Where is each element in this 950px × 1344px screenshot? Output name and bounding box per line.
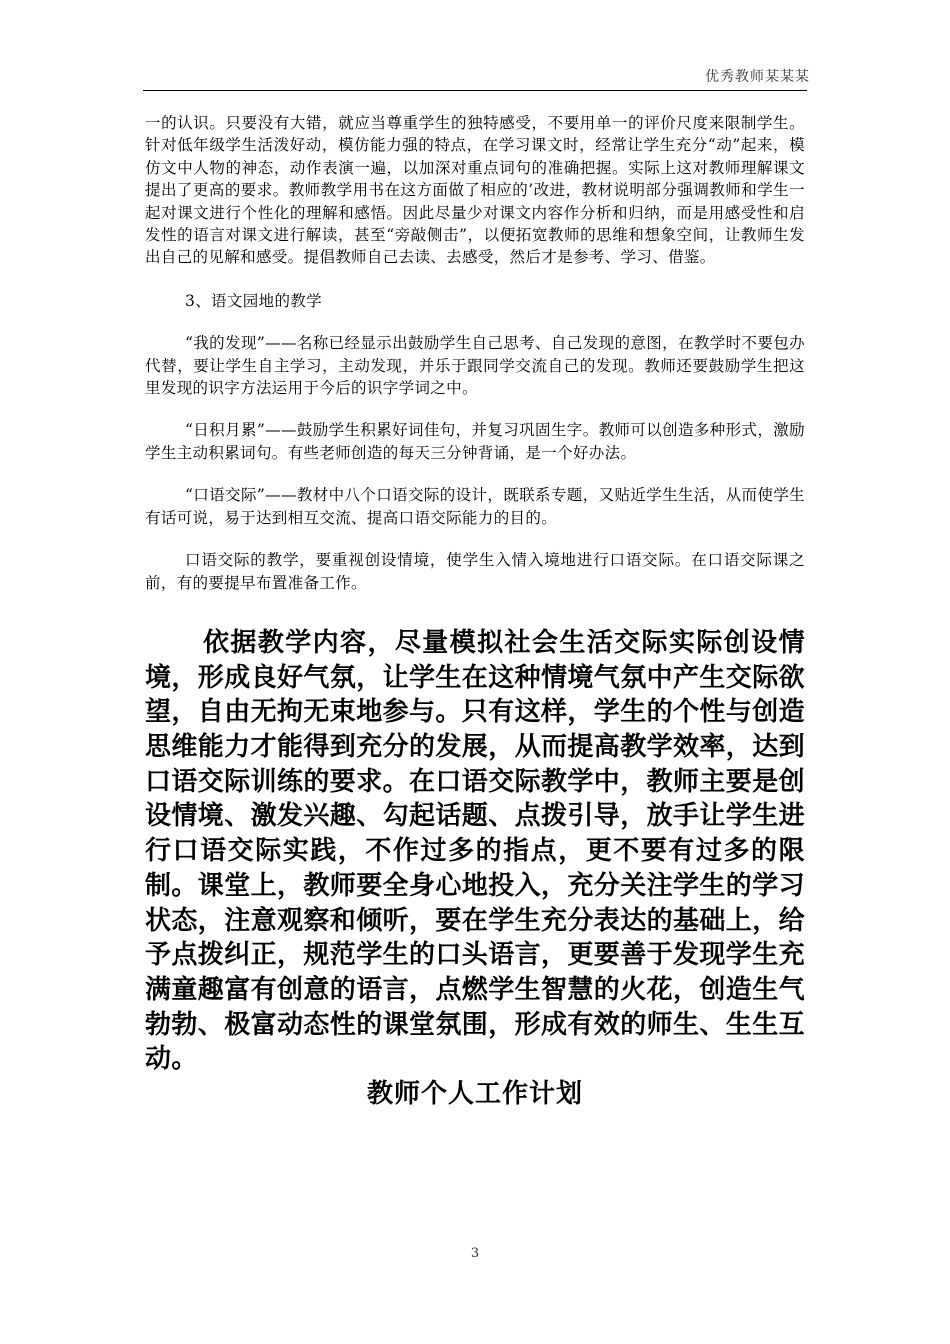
document-body: [145, 112, 805, 1112]
page-number: 3: [470, 1246, 480, 1261]
paragraph-continuation: 一的认识。只要没有大错，就应当尊重学生的独特感受，不要用单一的评价尺度来限制学生。针对低年级学生活泼好动，模仿能力强的特点，在学习课文时，经常让学生充分“动”起来，模仿文中人物的神态，动作表演一遍，以加深对重点词句的准确把握。实际上这对教师理解课文提出了更高的要求。教师教学用书在这方面做了相应的’改进，教材说明部分强调教师和学生一起对课文进行个性化的理解和感悟。因此尽量少对课文内容作分析和归纳，而是用感受性和启发性的语言对课文进行解读，甚至“旁敲侧击”，以便拓宽教师的思维和想象空间，让教师生发出自己的见解和感受。提倡教师自己去读、去感受，然后才是参考、学习、借鉴。: [145, 114, 805, 267]
paragraph-daily-accumulation: “日积月累”——鼓励学生积累好词佳句，并复习巩固生字。教师可以创造多种形式，激励学生主动积累词句。有些老师创造的每天三分钟背诵，是一个好办法。: [145, 421, 805, 462]
large-title: 教师个人工作计划: [366, 1079, 583, 1110]
large-paragraph: 依据教学内容，尽量模拟社会生活交际实际创设情境，形成良好气氛，让学生在这种情境气氛中产生交际欲望，自由无拘无束地参与。只有这样，学生的个性与创造思维能力才能得到充分的发展，从而提高教学效率，达到口语交际训练的要求。在口语交际教学中，教师主要是创设情境、激发兴趣、勾起话题、点拨引导，放手让学生进行口语交际实践，不作过多的指点，更不要有过多的限制。课堂上，教师要全身心地投入，充分关注学生的学习状态，注意观察和倾听，要在学生充分表达的基础上，给予点拨纠正，规范学生的口头语言，更要善于发现学生充满童趣富有创意的语言，点燃学生智慧的火花，创造生气勃勃、极富动态性的课堂氛围，形成有效的师生、生生互动。: [145, 627, 806, 1075]
paragraph-oral-communication: “口语交际”——教材中八个口语交际的设计，既联系专题，又贴近学生生活，从而使学生有话可说，易于达到相互交流、提高口语交际能力的目的。: [145, 486, 805, 527]
header-divider: [143, 90, 807, 91]
section-heading: 3、语文园地的教学: [185, 291, 323, 310]
paragraph-oral-teaching: 口语交际的教学，要重视创设情境，使学生入情入境地进行口语交际。在口语交际课之前，有的要提早布置准备工作。: [145, 551, 805, 592]
page-header: 优秀教师某某某: [705, 69, 810, 85]
paragraph-my-discovery: “我的发现”——名称已经显示出鼓励学生自己思考、自己发现的意图，在教学时不要包办代替，要让学生自主学习，主动发现，并乐于跟同学交流自己的发现。教师还要鼓励学生把这里发现的识字方法运用于今后的识字学词之中。: [145, 334, 805, 398]
